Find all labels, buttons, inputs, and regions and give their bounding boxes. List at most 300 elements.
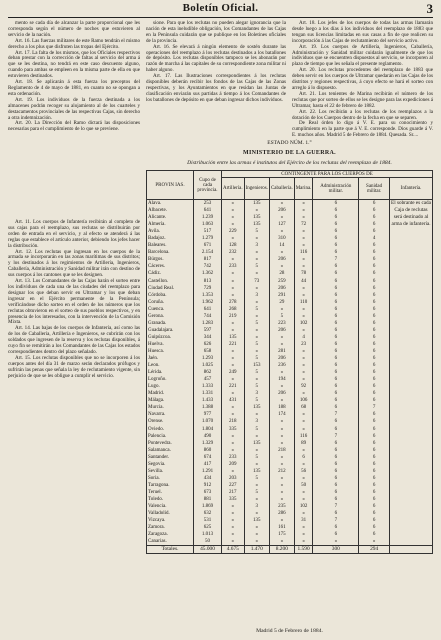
value-cell: » [222, 270, 245, 277]
value-cell: » [294, 200, 313, 208]
value-cell: » [244, 482, 269, 489]
col-header-provinces: PROVIN IAS. [147, 171, 194, 200]
value-cell: » [222, 278, 245, 285]
value-cell: 206 [269, 355, 294, 362]
value-cell: 268 [222, 306, 245, 313]
value-cell: 6 [359, 383, 390, 390]
value-cell: 1.962 [194, 299, 222, 306]
value-cell: » [294, 418, 313, 425]
value-cell: 2.154 [194, 249, 222, 256]
paragraph: Art. 13. Los Comandantes de las Cajas harán el sorteo entre los individuos de cada una de las ciudades del reemplazo para designar los que deban servir en Ultramar y los que deban ingresar en el Ejército permanente de la Península; verificándose dicho sorteo en el orden de los números que los reclutas obtuvieron en el sorteo de sus pueblos respectivos, y en presencia de los interesados, con la intervención de la Comisión Mixta. [8, 278, 140, 326]
value-cell: 434 [194, 475, 222, 482]
province-cell: Alicante. [147, 214, 194, 221]
infantry-note: El sobrante es cada Caja de reclutas será destinado al arma de infantería. [390, 200, 433, 546]
value-cell: » [244, 327, 269, 334]
value-cell: 5 [244, 475, 269, 482]
value-cell: 23 [294, 341, 313, 348]
value-cell: » [294, 313, 313, 320]
value-cell: 1.025 [194, 362, 222, 369]
value-cell: 6 [313, 299, 359, 306]
value-cell: 233 [222, 263, 245, 270]
value-cell: » [294, 390, 313, 397]
value-cell: 6 [313, 327, 359, 334]
province-cell: Gerona. [147, 313, 194, 320]
value-cell: 1.353 [194, 292, 222, 299]
province-cell: Soria. [147, 475, 194, 482]
value-cell: » [294, 355, 313, 362]
value-cell: 188 [269, 404, 294, 411]
value-cell: 6 [313, 362, 359, 369]
total-cell: 1.590 [294, 546, 313, 554]
newspaper-title: Boletín Oficial. [182, 2, 259, 14]
value-cell: 6 [313, 285, 359, 292]
value-cell: 6 [313, 292, 359, 299]
value-cell: 6 [313, 496, 359, 503]
value-cell: 1.239 [194, 214, 222, 221]
value-cell: 6 [359, 503, 390, 510]
value-cell: 6 [313, 475, 359, 482]
value-cell: 6 [359, 214, 390, 221]
value-cell: 135 [244, 468, 269, 475]
value-cell: 89 [294, 440, 313, 447]
province-cell: Lugo. [147, 383, 194, 390]
value-cell: 6 [359, 249, 390, 256]
value-cell: » [269, 341, 294, 348]
value-cell: 135 [222, 334, 245, 341]
province-cell: Cádiz. [147, 270, 194, 277]
value-cell: 1.293 [194, 355, 222, 362]
paragraph: Art. 11. Los cuerpos de Infantería recibirán al completo de sus cajas para el reemplazo, sus reclutas se distribuirán por orden de entrada en el servicio, y al efecto se atenderá á las reglas que establece el artículo anterior, debiendo los jefes hacer la distribución. [8, 219, 140, 249]
value-cell: » [294, 327, 313, 334]
total-cell: 8.200 [269, 546, 294, 554]
value-cell: 5 [244, 383, 269, 390]
value-cell: » [222, 235, 245, 242]
value-cell: 813 [194, 278, 222, 285]
value-cell: 135 [244, 404, 269, 411]
value-cell: » [222, 510, 245, 517]
value-cell: 50 [194, 538, 222, 546]
value-cell: 626 [194, 341, 222, 348]
value-cell: » [244, 235, 269, 242]
value-cell: » [294, 531, 313, 538]
value-cell: 860 [194, 447, 222, 454]
province-cell: Leon. [147, 362, 194, 369]
value-cell: » [294, 510, 313, 517]
value-cell: 335 [222, 426, 245, 433]
value-cell: 6 [359, 376, 390, 383]
value-cell: 6 [313, 306, 359, 313]
value-cell: 6 [359, 531, 390, 538]
value-cell: » [269, 440, 294, 447]
value-cell: 5 [244, 263, 269, 270]
value-cell: » [222, 538, 245, 546]
value-cell: 335 [222, 496, 245, 503]
value-cell: » [244, 433, 269, 440]
value-cell: » [222, 411, 245, 418]
value-cell: 517 [194, 228, 222, 235]
value-cell: » [269, 454, 294, 461]
paragraph: Art. 12. Los reclutas que ingresan en los cuerpos de la armada se incorporarán en las zonas marítimas de sus distritos; y los destinados á los regimientos de Artillería, Ingenieros, Caballería, Administración y Sanidad militar irán con destino de sus cuerpos á los cantones que se les designen. [8, 248, 140, 279]
value-cell: » [244, 270, 269, 277]
value-cell: 6 [359, 327, 390, 334]
value-cell: » [244, 496, 269, 503]
value-cell: » [269, 383, 294, 390]
value-cell: » [244, 334, 269, 341]
value-cell: 223 [269, 320, 294, 327]
value-cell: » [244, 299, 269, 306]
value-cell: 153 [244, 362, 269, 369]
value-cell: 116 [294, 433, 313, 440]
value-cell: » [244, 376, 269, 383]
value-cell: » [222, 207, 245, 214]
value-cell: 6 [313, 482, 359, 489]
paragraph: De Real órden lo digo á V. E. para su conocimiento y cumplimiento en la parte que á V. E. corresponde. Dios guarde á V. E. muchos años. Madrid 5 de Febrero de 1884. Quesada. Sr.... [292, 120, 433, 139]
value-cell: 6 [313, 390, 359, 397]
value-cell: 6 [359, 397, 390, 404]
header-rule [8, 17, 433, 18]
value-cell: 6 [313, 524, 359, 531]
value-cell: » [269, 489, 294, 496]
value-cell: 817 [194, 256, 222, 263]
value-cell: 641 [194, 207, 222, 214]
value-cell: 219 [222, 313, 245, 320]
value-cell: » [294, 214, 313, 221]
value-cell: 490 [194, 433, 222, 440]
value-cell: » [222, 531, 245, 538]
province-cell: Guipúzcoa. [147, 334, 194, 341]
value-cell: » [222, 447, 245, 454]
value-cell: 232 [222, 249, 245, 256]
paragraph: Art. 18. Los jefes de los cuerpos de todas las armas llamarán desde luego a los días á los individuos del reemplazo de 1883 que tengan sus licencias limitadas en sus casas a fin de que realicen su incorporación á las Cajas de reclutamiento del servicio activo. [292, 20, 433, 44]
value-cell: 6 [313, 263, 359, 270]
value-cell: 7 [313, 503, 359, 510]
total-cell: 4.675 [222, 546, 245, 554]
value-cell: 531 [194, 517, 222, 524]
province-cell: Jaén. [147, 355, 194, 362]
value-cell: 6 [359, 468, 390, 475]
totals-label: Totales. [147, 546, 194, 554]
value-cell: 744 [194, 313, 222, 320]
text-column-1 [8, 21, 140, 133]
paragraph: Art. 21. Los tenientes de Marina recibirán el número de los reclutas que por sorteo de ellos se les designe para las expediciones á Ultramar, hasta el 22 de febrero de 1882. [292, 90, 433, 109]
value-cell: 6 [359, 313, 390, 320]
value-cell: 6 [313, 200, 359, 208]
province-cell: Salamanca. [147, 447, 194, 454]
value-cell: 6 [313, 242, 359, 249]
value-cell: 5 [244, 426, 269, 433]
value-cell: 5 [244, 228, 269, 235]
paragraph: Art. 19. Los cuerpos de Artillería, Ingenieros, Caballería, Administración y Sanidad militar cuidarán igualmente de que los individuos que se encuentren dispuestos al servicio, se incorporen al plazo de tiempo que les señala el presente reglamento. [292, 43, 433, 68]
value-cell: » [269, 397, 294, 404]
value-cell: 310 [269, 235, 294, 242]
province-cell: Granada. [147, 320, 194, 327]
value-cell: 6 [313, 270, 359, 277]
value-cell: 6 [359, 285, 390, 292]
value-cell: 1.013 [194, 531, 222, 538]
value-cell: 6 [313, 531, 359, 538]
province-cell: Albacete. [147, 207, 194, 214]
province-cell: Huelva. [147, 341, 194, 348]
col-header-4: Administración militar. [313, 178, 359, 200]
value-cell: 5 [244, 341, 269, 348]
province-cell: Zamora. [147, 524, 194, 531]
value-cell: » [294, 538, 313, 546]
value-cell: 7 [313, 517, 359, 524]
table-row [147, 200, 433, 208]
value-cell: 6 [359, 447, 390, 454]
col-header-6: Infantería. [390, 178, 433, 200]
province-cell: Cuenca. [147, 306, 194, 313]
distribution-table [146, 170, 433, 554]
value-cell: » [222, 440, 245, 447]
value-cell: 278 [222, 299, 245, 306]
value-cell: 6 [313, 447, 359, 454]
total-cell: 294 [359, 546, 390, 554]
province-cell: Cáceres. [147, 263, 194, 270]
value-cell: 206 [269, 256, 294, 263]
value-cell: » [269, 538, 294, 546]
province-cell: Almería. [147, 221, 194, 228]
paragraph: Art. 15. Los reclutas disponibles que no se incorporen á los cuerpos antes del día 31 de marzo serán declarados prófugos y sufrirán las penas que señala la ley de reclutamiento vigente, sin perjuicio de que se les obligue a cumplir el servicio. [8, 354, 140, 379]
col-header-2: Caballería. [269, 178, 294, 200]
col-header-5: Sanidad militar. [359, 178, 390, 200]
distribution-title: Distribución entre las armas é institutos del Ejército de los reclutas del reemplazo de 1884. [187, 160, 392, 166]
value-cell: 6 [313, 369, 359, 376]
value-cell: 6 [359, 242, 390, 249]
value-cell: 286 [269, 510, 294, 517]
paragraph: Art. 20. La Dirección del Ramo dictará las disposiciones necesarias para el cumplimiento de lo que se previene. [8, 120, 140, 133]
value-cell: 217 [222, 489, 245, 496]
value-cell: 174 [269, 411, 294, 418]
value-cell: 6 [359, 263, 390, 270]
value-cell: » [269, 334, 294, 341]
paragraph: Art. 18. Se aplicarán á esta fuerza los preceptos del Reglamento de 4 de mayo de 1881, en cuanto no se opongan a esta ordenación. [8, 79, 140, 97]
province-cell: Murcia. [147, 404, 194, 411]
value-cell: » [269, 214, 294, 221]
value-cell: 31 [294, 517, 313, 524]
value-cell: 1.362 [194, 270, 222, 277]
value-cell: 6 [313, 468, 359, 475]
value-cell: 5 [244, 306, 269, 313]
province-cell: Zaragoza. [147, 531, 194, 538]
value-cell: 6 [313, 489, 359, 496]
value-cell: » [294, 369, 313, 376]
estado-label: ESTADO NÚM. 1.° [267, 140, 312, 146]
value-cell: » [269, 433, 294, 440]
value-cell: » [244, 461, 269, 468]
value-cell: 1.433 [194, 397, 222, 404]
value-cell: 203 [222, 475, 245, 482]
value-cell: 6 [313, 334, 359, 341]
value-cell: 249 [222, 369, 245, 376]
value-cell: 6 [359, 369, 390, 376]
value-cell: 1.329 [194, 440, 222, 447]
value-cell: 1.291 [194, 468, 222, 475]
value-cell: 6 [313, 376, 359, 383]
value-cell: » [222, 355, 245, 362]
value-cell: » [244, 524, 269, 531]
value-cell: 6 [359, 440, 390, 447]
ministry-heading: MINISTERIO DE LA GUERRA. [243, 150, 336, 156]
value-cell: » [294, 496, 313, 503]
value-cell: » [222, 362, 245, 369]
value-cell: 128 [222, 242, 245, 249]
value-cell: 72 [294, 221, 313, 228]
value-cell: 209 [222, 461, 245, 468]
value-cell: 1.283 [194, 320, 222, 327]
value-cell: 135 [244, 517, 269, 524]
province-cell: Tarragona. [147, 482, 194, 489]
value-cell: 431 [222, 397, 245, 404]
value-cell: 6 [313, 320, 359, 327]
value-cell: » [222, 214, 245, 221]
value-cell: » [222, 390, 245, 397]
value-cell: 6 [359, 221, 390, 228]
province-cell: Castellon. [147, 278, 194, 285]
value-cell: » [269, 482, 294, 489]
value-cell: » [222, 200, 245, 208]
value-cell: » [244, 510, 269, 517]
province-cell: Coruña. [147, 299, 194, 306]
value-cell: 56 [294, 468, 313, 475]
page-header [8, 2, 433, 16]
value-cell: » [294, 489, 313, 496]
value-cell: 6 [359, 207, 390, 214]
value-cell: 135 [244, 221, 269, 228]
value-cell: 135 [244, 200, 269, 208]
value-cell: 110 [294, 299, 313, 306]
value-cell: » [294, 263, 313, 270]
value-cell: 50 [294, 482, 313, 489]
paragraph: Art. 20. Los reclutas procedentes del reemplazo de 1883 que deben servir en los cuerpos de Ultramar quedarán en las Cajas de los distritos y regiones respectivas, á cuyo efecto se hará el sorteo con arreglo á lo dispuesto. [292, 67, 433, 91]
value-cell: 6 [313, 355, 359, 362]
value-cell: 6 [313, 454, 359, 461]
paragraph: Art. 22. Los recibirán a los reclutas de los reemplazos a la dotación de los Cuerpos dentro de la fecha en que se separen. [292, 108, 433, 121]
value-cell: » [244, 249, 269, 256]
value-cell: 194 [269, 376, 294, 383]
value-cell: 6 [359, 348, 390, 355]
value-cell: » [222, 256, 245, 263]
value-cell: » [222, 292, 245, 299]
paragraph: mento se cada día de alcanzar la parte proporcional que les corresponda según el número de noches que estuvieren al servicio de la nación. [8, 20, 140, 38]
text-column-3 [292, 21, 433, 139]
value-cell: 6 [313, 214, 359, 221]
value-cell: 229 [222, 228, 245, 235]
value-cell: 729 [194, 285, 222, 292]
value-cell: 221 [222, 341, 245, 348]
value-cell: 212 [269, 468, 294, 475]
value-cell: 106 [294, 397, 313, 404]
total-cell: 1.470 [244, 546, 269, 554]
value-cell: 1.804 [194, 426, 222, 433]
value-cell: 6 [359, 461, 390, 468]
value-cell: » [244, 531, 269, 538]
value-cell: 73 [244, 278, 269, 285]
date-footer: Madrid 5 de Febrero de 1884. [256, 628, 323, 634]
value-cell: » [294, 475, 313, 482]
value-cell: 7 [359, 404, 390, 411]
value-cell: » [222, 517, 245, 524]
value-cell: » [294, 228, 313, 235]
value-cell: 597 [194, 327, 222, 334]
value-cell: 6 [359, 299, 390, 306]
total-cell: 300 [313, 546, 359, 554]
value-cell: 673 [194, 489, 222, 496]
value-cell: » [294, 461, 313, 468]
value-cell: 281 [269, 348, 294, 355]
value-cell: 1.869 [194, 503, 222, 510]
province-cell: Búrgos. [147, 256, 194, 263]
value-cell: 6 [313, 440, 359, 447]
value-cell: » [269, 228, 294, 235]
value-cell: 6 [359, 200, 390, 208]
value-cell: 227 [222, 482, 245, 489]
value-cell: 6 [359, 306, 390, 313]
value-cell: 3 [244, 242, 269, 249]
value-cell: 6 [359, 362, 390, 369]
province-cell: Canarias. [147, 538, 194, 546]
value-cell: » [294, 524, 313, 531]
province-cell: Lérida. [147, 369, 194, 376]
value-cell: 6 [313, 426, 359, 433]
value-cell: » [269, 306, 294, 313]
value-cell: » [269, 461, 294, 468]
value-cell: » [313, 538, 359, 546]
province-cell: Pontevedra. [147, 440, 194, 447]
province-cell: Córdoba. [147, 292, 194, 299]
province-cell: Logroño. [147, 376, 194, 383]
value-cell: 7 [313, 433, 359, 440]
value-cell: 632 [194, 510, 222, 517]
value-cell: 742 [194, 263, 222, 270]
value-cell: 6 [313, 404, 359, 411]
totals-row [147, 546, 433, 554]
value-cell: 5 [244, 397, 269, 404]
value-cell: 862 [194, 369, 222, 376]
value-cell: » [222, 285, 245, 292]
text-column-2 [146, 21, 286, 104]
value-cell: 6 [313, 510, 359, 517]
value-cell: 5 [244, 454, 269, 461]
value-cell: » [359, 538, 390, 546]
value-cell: 206 [269, 207, 294, 214]
value-cell: 6 [359, 454, 390, 461]
value-cell: » [244, 207, 269, 214]
value-cell: 6 [359, 433, 390, 440]
value-cell: 3 [244, 390, 269, 397]
value-cell: 127 [269, 221, 294, 228]
value-cell: 291 [269, 292, 294, 299]
value-cell: 6 [313, 207, 359, 214]
col-header-group: CONTINGENTE PARA LOS CUERPOS DE [222, 171, 433, 178]
paragraph: Art. 14. Las bajas de los cuerpos de Infantería, así como las de los de Caballería, Artillería e Ingenieros, se cubrirán con los soldados que ingresen de la reserva y los reclutas disponibles, á cuyo fin se remitirán a los Comandantes de las Cajas los estados correspondientes dentro del plazo señalado. [8, 325, 140, 355]
value-cell: » [294, 207, 313, 214]
value-cell: 457 [194, 376, 222, 383]
value-cell: 28 [269, 270, 294, 277]
province-cell: Barcelona. [147, 249, 194, 256]
value-cell: 7 [313, 411, 359, 418]
value-cell: 6 [359, 278, 390, 285]
text-column-1-continued [8, 220, 140, 379]
value-cell: 6 [313, 235, 359, 242]
value-cell: 6 [313, 348, 359, 355]
value-cell: 5 [244, 489, 269, 496]
value-cell: 44 [294, 278, 313, 285]
value-cell: 3 [244, 418, 269, 425]
province-cell: Guadalajara. [147, 327, 194, 334]
value-cell: » [244, 256, 269, 263]
value-cell: 344 [194, 334, 222, 341]
